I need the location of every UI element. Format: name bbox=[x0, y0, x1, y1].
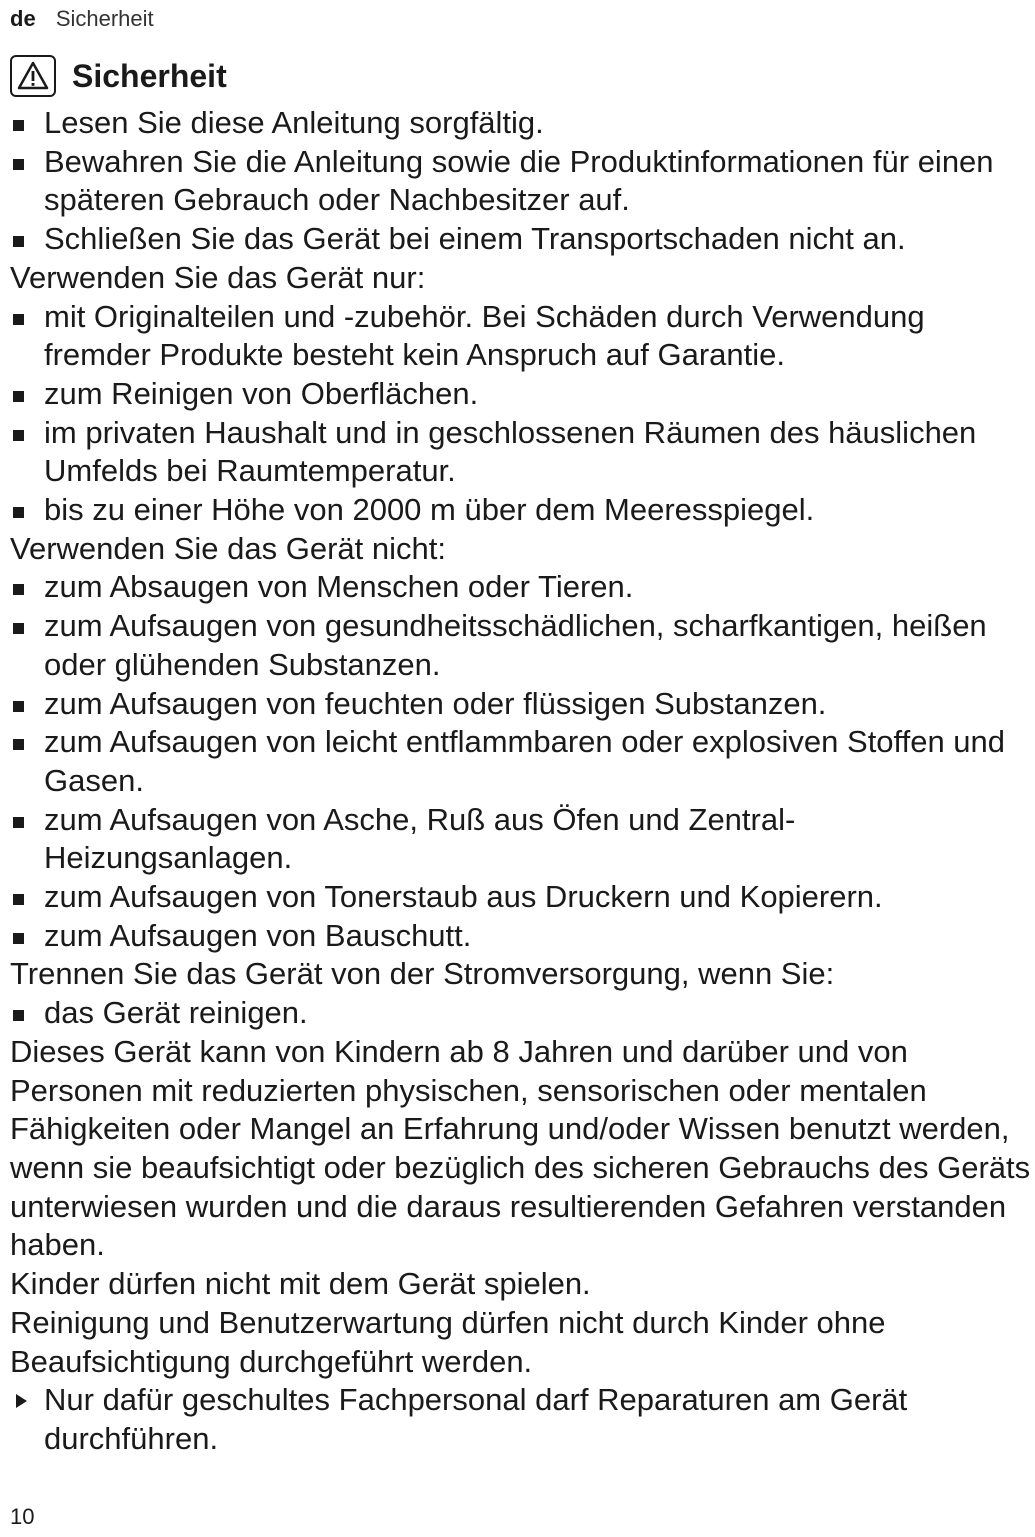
list-item: zum Aufsaugen von Tonerstaub aus Druckern und Kopierern. bbox=[10, 878, 1032, 917]
list-item: Schließen Sie das Gerät bei einem Transportschaden nicht an. bbox=[10, 220, 1032, 259]
page-header bbox=[10, 4, 154, 34]
list-item: im privaten Haushalt und in geschlossenen Räumen des häuslichen Umfelds bei Raumtemperatur. bbox=[10, 414, 1032, 491]
list-item: zum Aufsaugen von leicht entflammbaren oder explosiven Stoffen und Gasen. bbox=[10, 723, 1032, 800]
section-title-row bbox=[10, 54, 227, 98]
list-item: zum Reinigen von Oberflächen. bbox=[10, 375, 1032, 414]
page-title: Sicherheit bbox=[72, 58, 227, 94]
list-item: zum Aufsaugen von Bauschutt. bbox=[10, 917, 1032, 956]
list-item: bis zu einer Höhe von 2000 m über dem Meeresspiegel. bbox=[10, 491, 1032, 530]
not-use-heading: Verwenden Sie das Gerät nicht: bbox=[10, 530, 446, 566]
list-item: Bewahren Sie die Anleitung sowie die Produktinformationen für einen späteren Gebrauch oder Nachbesitzer auf. bbox=[10, 143, 1032, 220]
warning-triangle-icon bbox=[10, 55, 56, 97]
page-number: 10 bbox=[10, 1504, 35, 1529]
list-item: zum Aufsaugen von Asche, Ruß aus Öfen und Zentral-Heizungsanlagen. bbox=[10, 801, 1032, 878]
list-item: das Gerät reinigen. bbox=[10, 994, 1032, 1033]
language-code: de bbox=[10, 6, 36, 31]
safety-content bbox=[10, 104, 1032, 1459]
list-item: zum Aufsaugen von feuchten oder flüssigen Substanzen. bbox=[10, 685, 1032, 724]
repair-action-step: Nur dafür geschultes Fachpersonal darf Reparaturen am Gerät durchführen. bbox=[10, 1381, 1032, 1458]
children-play-note: Kinder dürfen nicht mit dem Gerät spielen. bbox=[10, 1266, 591, 1302]
list-item: zum Absaugen von Menschen oder Tieren. bbox=[10, 568, 1032, 607]
list-item: zum Aufsaugen von gesundheitsschädlichen, scharfkantigen, heißen oder glühenden Substanzen. bbox=[10, 607, 1032, 684]
disconnect-heading: Trennen Sie das Gerät von der Stromversorgung, wenn Sie: bbox=[10, 956, 835, 992]
list-item: mit Originalteilen und -zubehör. Bei Schäden durch Verwendung fremder Produkte besteht kein Anspruch auf Garantie. bbox=[10, 298, 1032, 375]
cleaning-paragraph: Reinigung und Benutzerwartung dürfen nicht durch Kinder ohne Beaufsichtigung durchgeführt werden. bbox=[10, 1304, 886, 1379]
list-item: Lesen Sie diese Anleitung sorgfältig. bbox=[10, 104, 1032, 143]
children-paragraph: Dieses Gerät kann von Kindern ab 8 Jahren und darüber und von Personen mit reduzierten physischen, sensorischen oder mentalen Fähigkeiten oder Mangel an Erfahrung und/oder Wissen benutzt werden, wenn sie beaufsichtigt oder bezüglich des sicheren Gebrauchs des Geräts unterwiesen wurden und die daraus resultierenden Gefahren verstanden haben. bbox=[10, 1033, 1031, 1263]
header-section-name: Sicherheit bbox=[55, 6, 154, 31]
use-heading: Verwenden Sie das Gerät nur: bbox=[10, 259, 426, 295]
